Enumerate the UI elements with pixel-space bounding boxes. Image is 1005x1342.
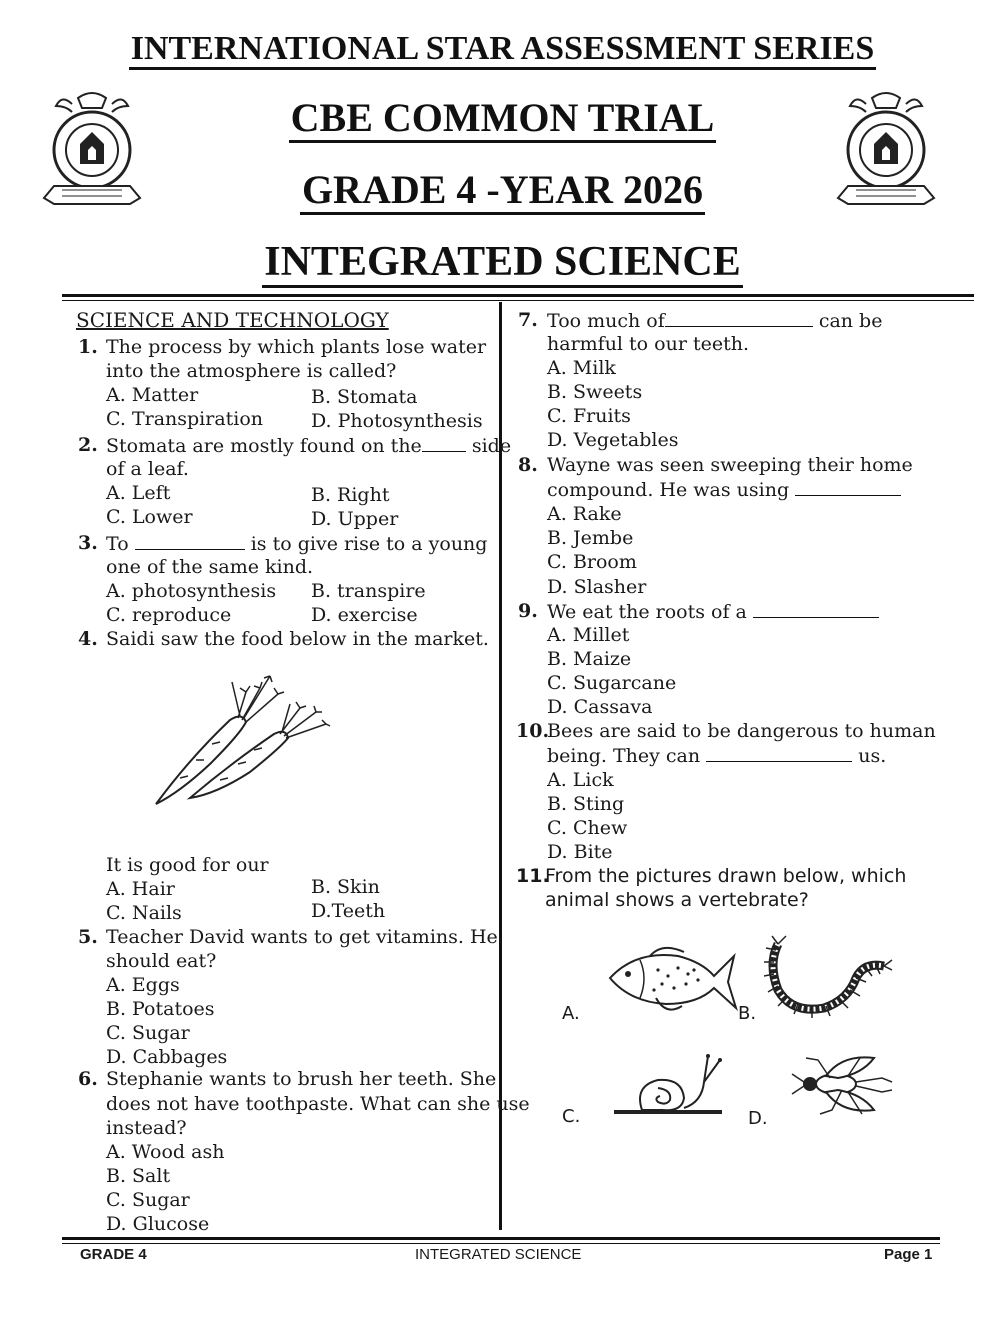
q7-option-a: A. Milk <box>547 357 616 379</box>
q11-number: 11. <box>516 865 550 887</box>
q9-text-pre: We eat the roots of a <box>547 601 747 623</box>
school-logo-left <box>42 86 142 212</box>
q6-text-line1: Stephanie wants to brush her teeth. She <box>106 1068 497 1090</box>
trial-title-text: CBE COMMON TRIAL <box>289 95 717 143</box>
q10-text-pre: being. They can <box>547 745 701 767</box>
q10-option-c: C. Chew <box>547 817 628 839</box>
q9-option-d: D. Cassava <box>547 696 653 718</box>
q5-number: 5. <box>78 926 98 948</box>
q9-blank <box>753 600 879 618</box>
q7-option-b: B. Sweets <box>547 381 643 403</box>
subject-title-text: INTEGRATED SCIENCE <box>262 239 743 288</box>
q1-option-a: A. Matter <box>106 384 199 406</box>
q9-option-b: B. Maize <box>547 648 632 670</box>
q6-text-line2: does not have toothpaste. What can she use <box>106 1093 530 1115</box>
q11-option-a: A. <box>562 1003 580 1024</box>
q11-option-b: B. <box>738 1003 757 1024</box>
q2-text-line2: of a leaf. <box>106 458 189 480</box>
q3-option-d: D. exercise <box>311 604 418 626</box>
q5-option-b: B. Potatoes <box>106 998 215 1020</box>
q7-text-post: can be <box>818 310 883 332</box>
q8-text-line2 <box>547 478 901 501</box>
q3-option-b: B. transpire <box>311 580 426 602</box>
q8-blank <box>795 478 901 496</box>
bottom-rule <box>62 1237 940 1240</box>
q2-option-b: B. Right <box>311 484 390 506</box>
q7-option-c: C. Fruits <box>547 405 631 427</box>
q2-number: 2. <box>78 434 98 456</box>
q5-option-a: A. Eggs <box>106 974 180 996</box>
q5-text-line1: Teacher David wants to get vitamins. He <box>106 926 498 948</box>
q11-text-line2: animal shows a vertebrate? <box>545 889 809 911</box>
q8-option-c: C. Broom <box>547 551 637 573</box>
q7-text-line1 <box>547 309 882 332</box>
q1-number: 1. <box>78 336 98 358</box>
q1-option-b: B. Stomata <box>311 386 418 408</box>
q10-text-line1: Bees are said to be dangerous to human <box>547 720 936 742</box>
q6-text-line3: instead? <box>106 1117 187 1139</box>
top-rule-thin <box>62 300 974 301</box>
series-title-text: INTERNATIONAL STAR ASSESSMENT SERIES <box>129 30 877 70</box>
footer-grade: GRADE 4 <box>80 1246 147 1263</box>
q4-text-line1: Saidi saw the food below in the market. <box>106 628 489 650</box>
top-rule <box>62 294 974 297</box>
q10-number: 10. <box>516 720 550 742</box>
q8-option-b: B. Jembe <box>547 527 634 549</box>
q5-text-line2: should eat? <box>106 950 217 972</box>
q2-option-d: D. Upper <box>311 508 399 530</box>
q7-text-line2: harmful to our teeth. <box>547 333 749 355</box>
subject-title <box>0 238 1005 286</box>
q7-option-d: D. Vegetables <box>547 429 679 451</box>
q4-option-c: C. Nails <box>106 902 182 924</box>
q8-option-a: A. Rake <box>547 503 622 525</box>
section-heading: SCIENCE AND TECHNOLOGY <box>76 308 389 332</box>
q4-option-a: A. Hair <box>106 878 175 900</box>
q6-option-b: B. Salt <box>106 1165 171 1187</box>
q6-option-a: A. Wood ash <box>106 1141 225 1163</box>
housefly-icon <box>782 1052 894 1118</box>
q8-text-pre: compound. He was using <box>547 479 790 501</box>
q11-option-c: C. <box>562 1106 581 1127</box>
q3-number: 3. <box>78 532 98 554</box>
q2-text-pre: Stomata are mostly found on the <box>106 435 422 457</box>
q3-option-a: A. photosynthesis <box>106 580 277 602</box>
q3-option-c: C. reproduce <box>106 604 232 626</box>
q10-option-b: B. Sting <box>547 793 625 815</box>
q6-option-c: C. Sugar <box>106 1189 190 1211</box>
footer-subject: INTEGRATED SCIENCE <box>415 1246 582 1263</box>
q11-text-line1: From the pictures drawn below, which <box>545 865 907 887</box>
q8-number: 8. <box>518 454 538 476</box>
q2-text-post: side <box>471 435 512 457</box>
q1-text-line1: The process by which plants lose water <box>106 336 487 358</box>
q3-text-pre: To <box>106 533 129 555</box>
fish-icon <box>606 942 738 1018</box>
q6-number: 6. <box>78 1068 98 1090</box>
q4-text-line2: It is good for our <box>106 854 269 876</box>
q9-option-a: A. Millet <box>547 624 630 646</box>
q1-option-c: C. Transpiration <box>106 408 264 430</box>
q2-option-a: A. Left <box>106 482 171 504</box>
q1-text-line2: into the atmosphere is called? <box>106 360 397 382</box>
q3-text-post: is to give rise to a young <box>250 533 488 555</box>
q3-blank <box>135 532 245 550</box>
q5-option-c: C. Sugar <box>106 1022 190 1044</box>
q11-option-d: D. <box>748 1108 768 1129</box>
snail-icon <box>612 1052 730 1118</box>
q6-option-d: D. Glucose <box>106 1213 210 1235</box>
q4-option-b: B. Skin <box>311 876 380 898</box>
school-logo-right <box>836 86 936 212</box>
q7-text-pre: Too much of <box>547 310 665 332</box>
q10-option-a: A. Lick <box>547 769 614 791</box>
bottom-rule-thin <box>62 1243 940 1244</box>
q7-number: 7. <box>518 309 538 331</box>
q2-option-c: C. Lower <box>106 506 193 528</box>
q9-option-c: C. Sugarcane <box>547 672 677 694</box>
q10-text-post: us. <box>858 745 887 767</box>
millipede-icon <box>764 934 894 1020</box>
q2-blank <box>422 434 466 452</box>
q9-text-line1 <box>547 600 879 623</box>
q4-number: 4. <box>78 628 98 650</box>
q1-option-d: D. Photosynthesis <box>311 410 483 432</box>
q7-blank <box>665 309 813 327</box>
q8-text-line1: Wayne was seen sweeping their home <box>547 454 913 476</box>
q3-text-line2: one of the same kind. <box>106 556 314 578</box>
q10-text-line2 <box>547 744 886 767</box>
q5-option-d: D. Cabbages <box>106 1046 228 1068</box>
q10-blank <box>706 744 852 762</box>
series-title <box>0 30 1005 68</box>
q4-option-d: D.Teeth <box>311 900 386 922</box>
q9-number: 9. <box>518 600 538 622</box>
q10-option-d: D. Bite <box>547 841 613 863</box>
footer-page-number: Page 1 <box>884 1246 933 1263</box>
carrots-illustration <box>150 668 340 810</box>
q3-text-line1 <box>106 532 487 555</box>
grade-title-text: GRADE 4 -YEAR 2026 <box>300 167 705 215</box>
q2-text-line1 <box>106 434 511 457</box>
q8-option-d: D. Slasher <box>547 576 647 598</box>
